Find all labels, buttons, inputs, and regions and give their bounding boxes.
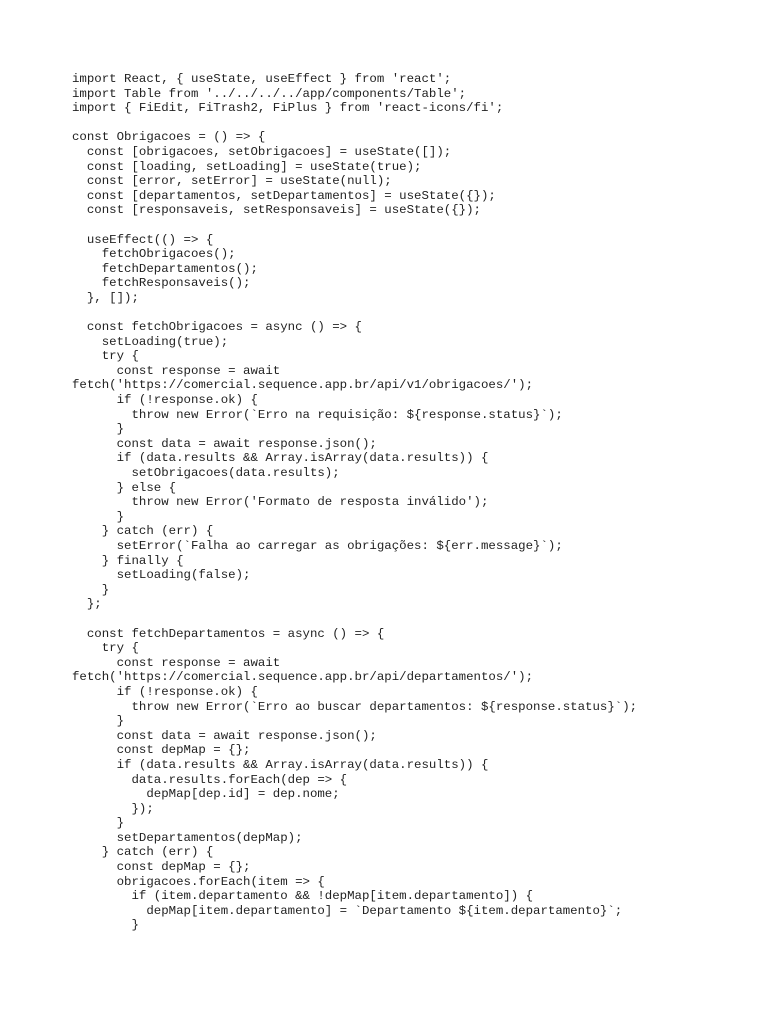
code-line: const fetchDepartamentos = async () => { bbox=[72, 626, 385, 641]
code-line: depMap[dep.id] = dep.nome; bbox=[72, 787, 340, 802]
code-line: } catch (err) { bbox=[72, 845, 214, 860]
code-line: const depMap = {}; bbox=[72, 743, 251, 758]
code-line: obrigacoes.forEach(item => { bbox=[72, 874, 325, 889]
code-line: const response = await bbox=[72, 363, 281, 378]
code-line: fetch('https://comercial.sequence.app.br/api/departamentos/'); bbox=[72, 670, 534, 685]
code-line: const data = await response.json(); bbox=[72, 436, 377, 451]
code-line: } bbox=[72, 816, 125, 831]
code-line: if (data.results && Array.isArray(data.results)) { bbox=[72, 451, 489, 466]
code-line: }); bbox=[72, 801, 154, 816]
code-line bbox=[72, 218, 637, 233]
code-line: if (data.results && Array.isArray(data.results)) { bbox=[72, 757, 489, 772]
code-line: } bbox=[72, 918, 139, 933]
code-line bbox=[72, 306, 637, 321]
code-line: setDepartamentos(depMap); bbox=[72, 830, 303, 845]
code-line: try { bbox=[72, 641, 139, 656]
code-line: fetchResponsaveis(); bbox=[72, 276, 251, 291]
code-line: const Obrigacoes = () => { bbox=[72, 130, 266, 145]
code-line: } bbox=[72, 509, 125, 524]
code-line: } catch (err) { bbox=[72, 524, 214, 539]
code-line bbox=[72, 116, 637, 131]
code-line: } else { bbox=[72, 480, 177, 495]
code-line: setLoading(false); bbox=[72, 568, 251, 583]
code-line: throw new Error(`Erro ao buscar departamentos: ${response.status}`); bbox=[72, 699, 638, 714]
code-line: }; bbox=[72, 597, 102, 612]
code-line: const [responsaveis, setResponsaveis] = useState({}); bbox=[72, 203, 481, 218]
code-line: throw new Error('Formato de resposta inválido'); bbox=[72, 495, 489, 510]
code-line: } bbox=[72, 582, 110, 597]
code-line: const depMap = {}; bbox=[72, 860, 251, 875]
code-line: const [departamentos, setDepartamentos] = useState({}); bbox=[72, 188, 496, 203]
code-line: if (item.departamento && !depMap[item.departamento]) { bbox=[72, 889, 534, 904]
code-line: data.results.forEach(dep => { bbox=[72, 772, 348, 787]
code-line: } bbox=[72, 422, 125, 437]
code-line: throw new Error(`Erro na requisição: ${response.status}`); bbox=[72, 407, 563, 422]
code-line: if (!response.ok) { bbox=[72, 684, 258, 699]
code-line: } finally { bbox=[72, 553, 184, 568]
code-line: setError(`Falha ao carregar as obrigações: ${err.message}`); bbox=[72, 539, 563, 553]
code-line: const data = await response.json(); bbox=[72, 728, 377, 743]
code-line: useEffect(() => { bbox=[72, 232, 214, 247]
code-line: setLoading(true); bbox=[72, 334, 229, 349]
code-line: import { FiEdit, FiTrash2, FiPlus } from 'react-icons/fi'; bbox=[72, 101, 504, 116]
code-line: depMap[item.departamento] = `Departamento ${item.departamento}`; bbox=[72, 903, 623, 918]
code-line: }, []); bbox=[72, 290, 139, 305]
code-line: const [obrigacoes, setObrigacoes] = useState([]); bbox=[72, 144, 452, 159]
code-line: fetchDepartamentos(); bbox=[72, 261, 258, 276]
code-line bbox=[72, 612, 637, 627]
code-line: import React, { useState, useEffect } from 'react'; bbox=[72, 72, 452, 86]
code-line: try { bbox=[72, 349, 139, 364]
code-line: } bbox=[72, 714, 125, 729]
code-line: const [error, setError] = useState(null); bbox=[72, 174, 392, 189]
code-line: if (!response.ok) { bbox=[72, 393, 258, 408]
code-block bbox=[72, 72, 637, 933]
code-line: const response = await bbox=[72, 655, 281, 670]
code-line: fetchObrigacoes(); bbox=[72, 247, 236, 262]
code-line: fetch('https://comercial.sequence.app.br/api/v1/obrigacoes/'); bbox=[72, 378, 534, 393]
code-line: const fetchObrigacoes = async () => { bbox=[72, 320, 362, 335]
code-line: import Table from '../../../../app/components/Table'; bbox=[72, 86, 467, 101]
code-line: const [loading, setLoading] = useState(true); bbox=[72, 159, 422, 174]
code-line: setObrigacoes(data.results); bbox=[72, 466, 340, 481]
